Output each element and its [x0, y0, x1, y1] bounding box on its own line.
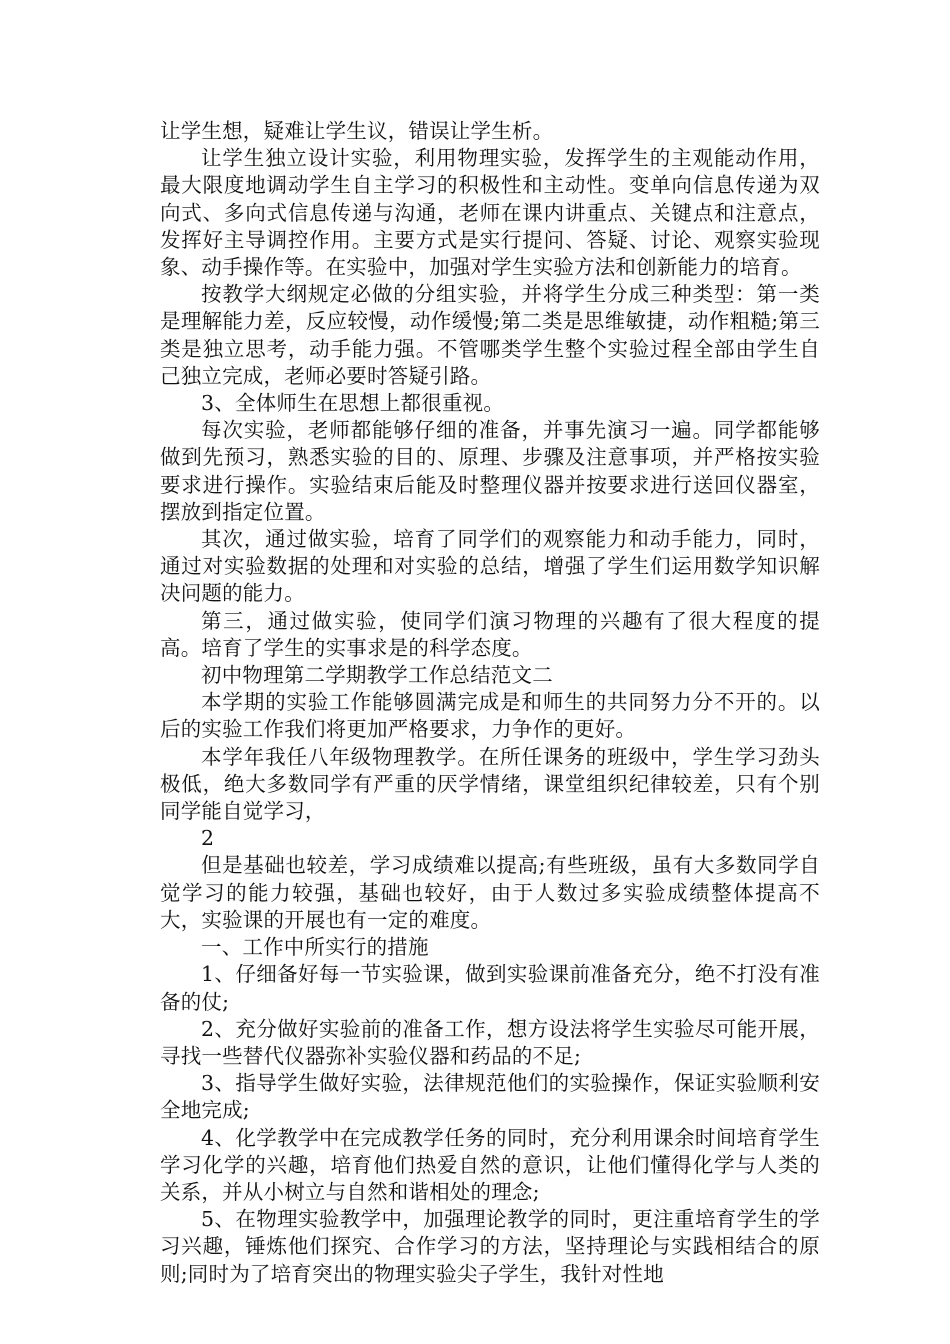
paragraph-point-3: 3、全体师生在思想上都很重视。 [201, 391, 505, 416]
page-number: 2 [201, 826, 215, 851]
paragraph-third: 第三，通过做实验，使同学们演习物理的兴趣有了很大程度的提高。培育了学生的实事求是的科学态度。 [160, 608, 820, 660]
measure-item-4: 4、化学教学中在完成教学任务的同时，充分利用课余时间培育学生学习化学的兴趣，培育他们热爱自然的意识，让他们懂得化学与人类的关系，并从小树立与自然和谐相处的理念; [160, 1125, 820, 1204]
paragraph-preparation: 每次实验，老师都能够仔细的准备，并事先演习一遍。同学都能够做到先预习，熟悉实验的目的、原理、步骤及注意事项，并严格按实验要求进行操作。实验结束后能及时整理仪器并按要求进行送回仪器室，摆放到指定位置。 [160, 418, 820, 524]
measure-item-1: 1、仔细备好每一节实验课，做到实验课前准备充分，绝不打没有准备的仗; [160, 962, 820, 1014]
paragraph-group-experiments: 按教学大纲规定必做的分组实验，并将学生分成三种类型：第一类是理解能力差，反应较慢，动作缓慢;第二类是思维敏捷，动作粗糙;第三类是独立思考，动手能力强。不管哪类学生整个实验过程全部由学生自己独立完成，老师必要时答疑引路。 [160, 282, 820, 388]
section-heading: 初中物理第二学期教学工作总结范文二 [201, 663, 553, 688]
paragraph-independent-design: 让学生独立设计实验，利用物理实验，发挥学生的主观能动作用，最大限度地调动学生自主学习的积极性和主动性。变单向信息传递为双向式、多向式信息传递与沟通，老师在课内讲重点、关键点和注意点，发挥好主导调控作用。主要方式是实行提问、答疑、讨论、观察实验现象、动手操作等。在实验中，加强对学生实验方法和创新能力的培育。 [160, 146, 820, 280]
measure-item-5: 5、在物理实验教学中，加强理论教学的同时，更注重培育学生的学习兴趣，锤炼他们探究、合作学习的方法，坚持理论与实践相结合的原则;同时为了培育突出的物理实验尖子学生，我针对性地 [160, 1207, 820, 1286]
paragraph-continuation: 让学生想，疑难让学生议，错误让学生析。 [160, 119, 554, 143]
document-body [160, 118, 820, 1288]
measure-item-3: 3、指导学生做好实验，法律规范他们的实验操作，保证实验顺利安全地完成; [160, 1071, 820, 1123]
measures-heading: 一、工作中所实行的措施 [201, 935, 429, 960]
paragraph-semester-summary: 本学期的实验工作能够圆满完成是和师生的共同努力分不开的。以后的实验工作我们将更加严格要求，力争作的更好。 [160, 690, 820, 742]
paragraph-second: 其次，通过做实验，培育了同学们的观察能力和动手能力，同时，通过对实验数据的处理和对实验的总结，增强了学生们运用数学知识解决问题的能力。 [160, 527, 820, 606]
paragraph-teaching-intro: 本学年我任八年级物理教学。在所任课务的班级中，学生学习劲头极低，绝大多数同学有严重的厌学情绪，课堂组织纪律较差，只有个别同学能自觉学习， [160, 744, 820, 824]
measure-item-2: 2、充分做好实验前的准备工作，想方设法将学生实验尽可能开展，寻找一些替代仪器弥补实验仪器和药品的不足; [160, 1016, 820, 1068]
paragraph-basics: 但是基础也较差，学习成绩难以提高;有些班级，虽有大多数同学自觉学习的能力较强，基础也较好，由于人数过多实验成绩整体提高不大，实验课的开展也有一定的难度。 [160, 853, 820, 932]
